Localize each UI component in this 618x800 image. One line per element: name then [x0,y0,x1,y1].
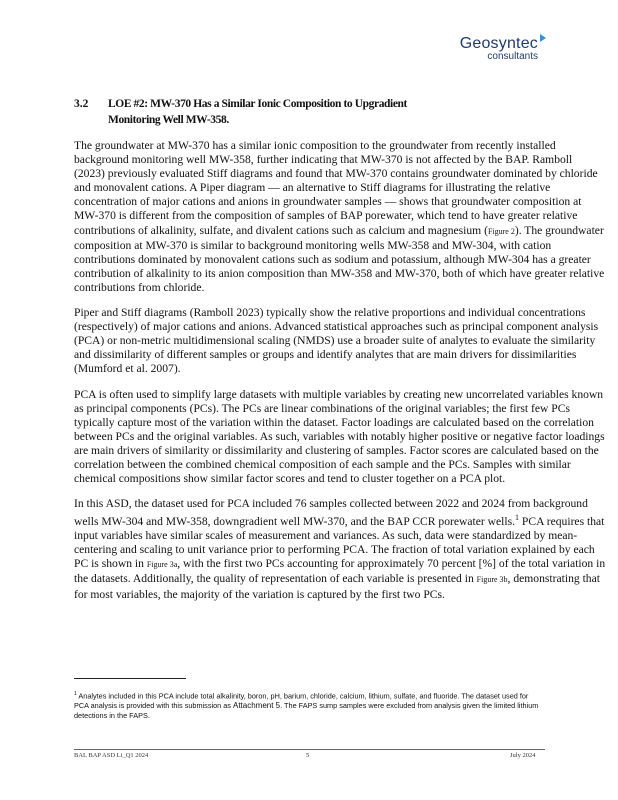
paragraph-4-text-a: In this ASD, the dataset used for PCA included 76 samples collected between 2022 and 2024 from background wells MW-304 and MW-358, downgradient well MW-370, and the BAP CCR porewater wells. [74,497,588,529]
footer-document-id: BAL BAP ASD Li_Q1 2024 [74,752,149,759]
logo-arrow-icon [540,34,546,42]
figure-3a-reference[interactable]: Figure 3a [146,560,178,570]
footnote-1-marker[interactable]: 1 [515,513,520,523]
paragraph-3: PCA is often used to simplify large datasets with multiple variables by creating new uncorrelated variables known as principal components (PCs). The PCs are linear combinations of the original variables; the first few PCs typically capture most of the variation within the dataset. Factor loadings are calculated based on the correlation between PCs and the original variables. As such, variables with notably higher positive or negative factor loadings are main drivers of similarity or dissimilarity and clustering of samples. Factor scores are calculated based on the correlation between the combined chemical composition of each sample and the PCs. Samples with similar chemical compositions show similar factor scores and tend to cluster together on a PCA plot. [74,387,605,486]
footnote-text-b: . The FAPS sump samples were excluded from analysis given the limited lithium detections in the FAPS. [74,701,539,721]
figure-3b-reference[interactable]: Figure 3b [476,575,508,585]
document-body [74,139,606,613]
footnote-marker: 1 [74,691,77,697]
paragraph-2: Piper and Stiff diagrams (Ramboll 2023) typically show the relative proportions and individual concentrations (respectively) of major cations and anions. Advanced statistical approaches such as principal component analysis (PCA) or non-metric multidimensional scaling (NMDS) use a broader suite of analytes to evaluate the similarity and dissimilarity of different samples or groups and identify analytes that are main drivers for dissimilarities (Mumford et al. 2007). [74,306,599,376]
paragraph-4-text-b: PCA requires that input variables have similar scales of measurement and variances. As such, data were standardized by mean-centering and scaling to unit variance prior to performing PCA. The fraction of total variation explained by each PC is shown in [74,515,605,571]
paragraph-1-text-b: ). The groundwater composition at MW-370 is similar to background monitoring wells MW-358 and MW-304, with cation contributions dominated by monovalent cations such as sodium and potassium, although MW-304 has a greater contribution of alkalinity to its anion composition than MW-358 and MW-370, both of which have greater relative contributions from chloride. [74,223,605,294]
footnote-1 [74,689,544,721]
paragraph-4 [74,497,606,602]
footer-divider [74,749,545,750]
attachment-5-reference[interactable]: Attachment 5 [232,701,281,711]
section-heading [74,96,534,128]
paragraph-4-text-d: , demonstrating that for most variables, the majority of the variation is captured by the first two PCs. [74,572,600,601]
footer-date: July 2024 [510,752,536,759]
footnote-text-a: Analytes included in this PCA include total alkalinity, boron, pH, barium, chloride, calcium, lithium, sulfate, and fluoride. The dataset used for PCA analysis is provided with this submission as [74,691,529,711]
logo-name: Geosyntec [459,35,538,52]
footnote-divider [74,678,186,679]
paragraph-1 [74,139,606,295]
logo-subtitle: consultants [487,51,538,62]
paragraph-1-text-a: The groundwater at MW-370 has a similar ionic composition to the groundwater from recently installed background monitoring well MW-358, further indicating that MW-370 is not affected by the BAP. Ramboll (2023) previously evaluated Stiff diagrams and found that MW-370 contains groundwater dominated by chloride and monovalent cations. A Piper diagram — an alternative to Stiff diagrams for illustrating the relative concentration of major cations and anions in groundwater samples — shows that groundwater composition at MW-370 is different from the composition of samples of BAP porewater, which tend to have greater relative contributions of alkalinity, sulfate, and divalent cations such as calcium and magnesium ( [74,139,598,237]
figure-2-reference[interactable]: Figure 2 [487,226,515,236]
company-logo [460,34,546,62]
paragraph-4-text-c: , with the first two PCs accounting for approximately 70 percent [%] of the total variation in the datasets. Additionally, the quality of representation of each variable is presented in [74,557,606,586]
section-number: 3.2 [74,98,89,110]
footer-page-number: 5 [306,752,310,759]
section-title: LOE #2: MW-370 Has a Similar Ionic Composition to Upgradient Monitoring Well MW-358. [108,98,407,126]
